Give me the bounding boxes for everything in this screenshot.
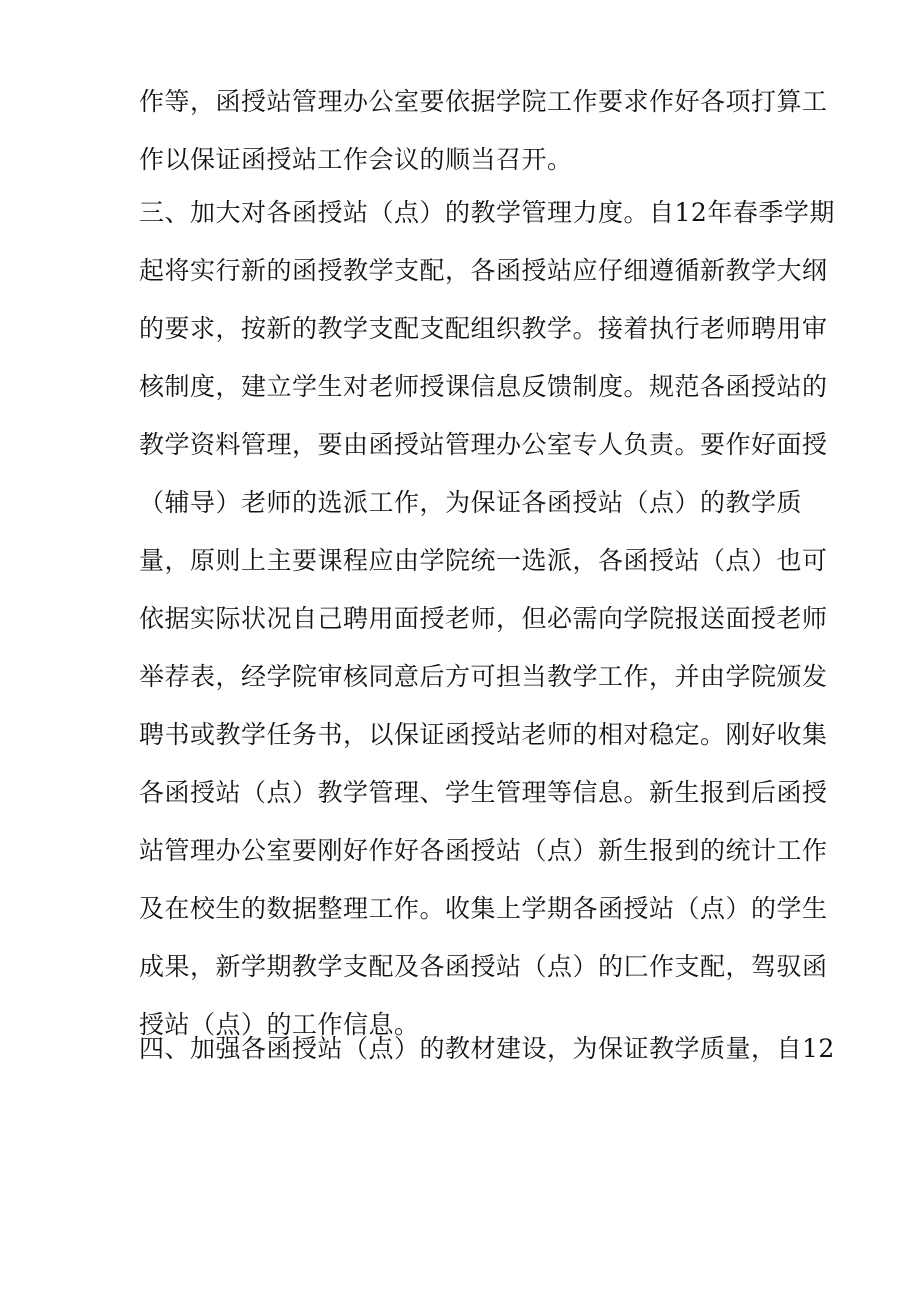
text-line: 的要求，按新的教学支配支配组织教学。接着执行老师聘用审 [139,314,828,343]
text-line: 成果，新学期教学支配及各函授站（点）的匚作支配，驾驭函 [139,952,828,981]
text-line: 及在校生的数据整理工作。收集上学期各函授站（点）的学生 [139,894,828,923]
paragraph-continuation [139,73,828,189]
paragraph-section-four [139,1020,835,1078]
text-line: 起将实行新的函授教学支配，各函授站应仔细遵循新教学大纲 [139,256,828,285]
text-line: 教学资料管理，要由函授站管理办公室专人负责。要作好面授 [139,430,828,459]
text-line: 聘书或教学任务书，以保证函授站老师的相对稳定。刚好收集 [139,720,828,749]
text-line: （辅导）老师的选派工作，为保证各函授站（点）的教学质 [139,488,803,517]
text-line: 依据实际状况自己聘用面授老师，但必需向学院报送面授老师 [139,604,828,633]
text-line: 授站（点）的工作信息。 [139,1010,420,1039]
text-line: 三、加大对各函授站（点）的教学管理力度。自12年春季学期 [139,198,835,227]
text-line: 量，原则上主要课程应由学院统一选派，各函授站（点）也可 [139,546,828,575]
text-line: 站管理办公室要刚好作好各函授站（点）新生报到的统计工作 [139,836,828,865]
text-line: 作等，函授站管理办公室要依据学院工作要求作好各项打算工 [139,87,828,116]
text-line: 作以保证函授站工作会议的顺当召开。 [139,145,573,174]
text-line: 举荐表，经学院审核同意后方可担当教学工作，并由学院颁发 [139,662,828,691]
text-line: 核制度，建立学生对老师授课信息反馈制度。规范各函授站的 [139,372,828,401]
text-line: 四、加强各函授站（点）的教材建设，为保证教学质量，自12 [139,1034,835,1063]
paragraph-section-three [139,184,835,1054]
text-line: 各函授站（点）教学管理、学生管理等信息。新生报到后函授 [139,778,828,807]
